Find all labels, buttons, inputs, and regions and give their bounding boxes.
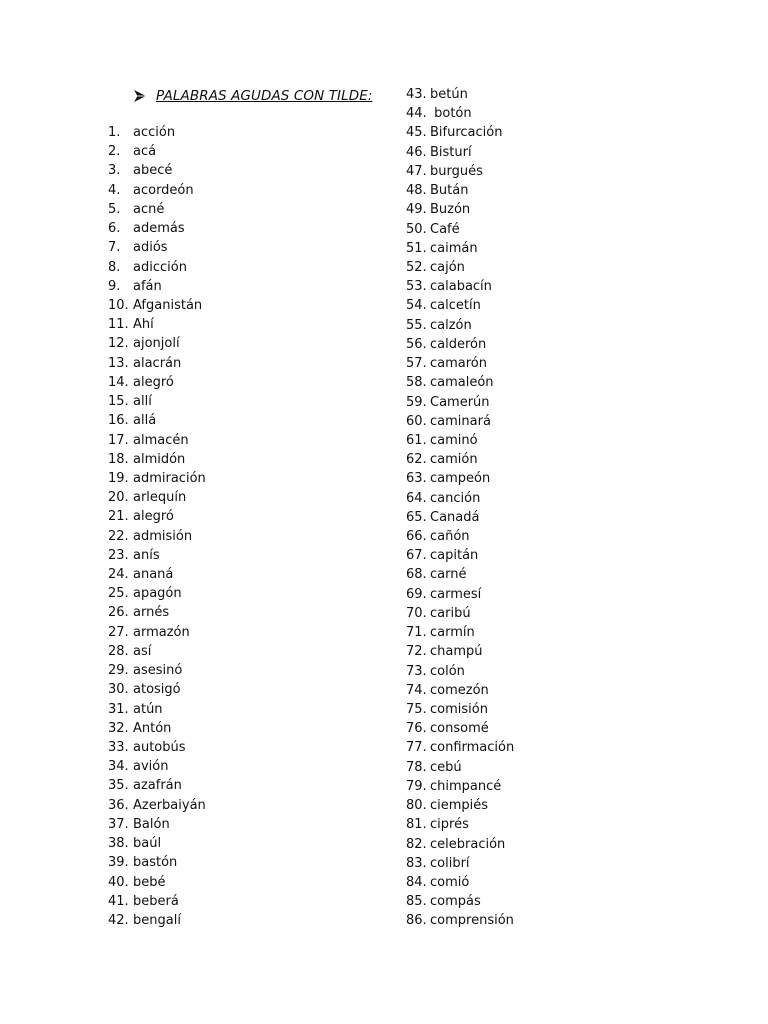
item-word: carmín [430,625,475,641]
item-word: alegró [133,374,174,390]
list-item [406,911,514,930]
item-number: 11. [108,317,129,333]
list-item [108,642,206,661]
list-item [406,200,514,219]
item-number: 60. [406,413,427,429]
item-number: 27. [108,624,129,640]
list-item [108,315,206,334]
item-word: allí [133,394,152,410]
list-item [108,700,206,719]
item-number: 25. [108,586,129,602]
item-word: ciprés [430,817,469,833]
item-word: capitán [430,548,479,564]
item-number: 71. [406,625,427,641]
item-word: Bisturí [430,144,472,160]
item-word: colibrí [430,855,470,871]
item-number: 23. [108,547,129,563]
item-number: 29. [108,663,129,679]
list-item [108,738,206,757]
item-word: carné [430,567,467,583]
item-word: canción [430,490,481,506]
item-number: 67. [406,548,427,564]
list-item [108,661,206,680]
item-word: bengalí [133,912,181,928]
item-number: 38. [108,836,129,852]
item-word: calderón [430,336,487,352]
item-word: atosigó [133,682,181,698]
item-word: allá [133,413,157,429]
list-item [406,335,514,354]
item-number: 55. [406,317,427,333]
list-item [406,854,514,873]
item-word: colón [430,663,465,679]
item-number: 49. [406,202,427,218]
item-number: 15. [108,394,129,410]
item-word: bebé [133,874,166,890]
item-word: almidón [133,451,186,467]
item-number: 1. [108,125,121,140]
list-item [406,469,514,488]
item-number: 36. [108,797,129,813]
item-number: 28. [108,643,129,659]
item-number: 50. [406,221,427,237]
list-item [108,584,206,603]
item-word: carmesí [430,586,482,602]
list-item [108,123,206,142]
list-item [108,546,206,565]
list-item [108,277,206,296]
list-item [108,373,206,392]
item-word: autobús [133,740,186,755]
item-word: camaleón [430,375,494,391]
item-word: Bután [430,183,469,199]
item-word: confirmación [430,740,515,756]
item-number: 62. [406,452,427,468]
item-word: chimpancé [430,778,502,794]
list-item [108,623,206,642]
item-number: 56. [406,336,427,352]
item-word: alegró [133,509,174,525]
list-item [108,507,206,526]
item-word: además [133,221,185,237]
item-word: comezón [430,682,489,698]
list-item [108,873,206,892]
item-word: Café [430,221,460,237]
list-item [406,393,514,412]
item-word: betún [430,87,468,102]
list-item [406,719,514,738]
item-number: 59. [406,394,427,410]
item-word: calabacín [430,279,492,295]
item-word: acá [133,144,157,160]
item-number: 46. [406,144,427,160]
item-number: 32. [108,720,129,736]
item-word: ananá [133,567,174,583]
heading-title: PALABRAS AGUDAS CON TILDE: [156,88,373,104]
item-word: armazón [133,624,190,640]
item-number: 48. [406,183,427,199]
item-number: 85. [406,894,427,910]
item-number: 37. [108,816,129,832]
word-list-right [406,85,514,931]
item-number: 10. [108,297,129,313]
item-number: 51. [406,240,427,256]
item-word: caribú [430,605,471,621]
item-word: adiós [133,240,168,256]
item-word: Buzón [430,202,471,218]
list-item [108,219,206,238]
item-word: comió [430,874,470,890]
list-item [406,892,514,911]
item-word: camarón [430,356,487,372]
list-item [108,411,206,430]
list-item [406,258,514,277]
item-word: caimán [430,240,478,256]
item-word: cajón [430,259,465,275]
list-item [406,220,514,239]
list-item [108,200,206,219]
item-word: adicción [133,259,187,275]
item-number: 19. [108,470,129,486]
item-number: 75. [406,702,427,717]
item-number: 7. [108,240,121,256]
item-word: ajonjolí [133,336,180,352]
item-number: 8. [108,259,121,275]
item-word: champú [430,644,483,660]
list-item [406,758,514,777]
item-word: caminó [430,432,478,448]
list-item [108,488,206,507]
list-item [406,123,514,142]
item-word: Balón [133,816,170,832]
item-number: 5. [108,201,121,217]
item-word: atún [133,701,163,717]
item-word: cebú [430,759,462,775]
list-item [108,142,206,161]
list-item [108,834,206,853]
item-word: acción [133,125,176,140]
item-number: 30. [108,682,129,698]
list-item [406,431,514,450]
list-item [406,796,514,815]
list-item [108,719,206,738]
item-number: 33. [108,740,129,755]
item-number: 20. [108,490,129,506]
list-item [108,527,206,546]
list-item [406,85,514,104]
list-item [406,642,514,661]
item-number: 68. [406,567,427,583]
list-item [406,527,514,546]
list-item [406,681,514,700]
item-number: 16. [108,413,129,429]
item-number: 13. [108,355,129,371]
list-item [406,181,514,200]
list-item [406,873,514,892]
list-item [406,162,514,181]
item-word: Canadá [430,509,480,525]
arrowhead-bullet-icon [133,89,147,103]
list-item [108,853,206,872]
item-number: 81. [406,817,427,833]
item-number: 66. [406,529,427,545]
list-item [108,815,206,834]
list-item [406,104,514,123]
list-item [406,450,514,469]
item-word: beberá [133,893,179,909]
item-number: 9. [108,278,121,294]
list-item [406,354,514,373]
item-word: botón [430,106,472,122]
item-number: 12. [108,336,129,352]
list-item [406,585,514,604]
item-word: bastón [133,855,178,871]
item-number: 2. [108,144,121,160]
item-word: asesinó [133,663,183,679]
item-word: abecé [133,163,173,179]
list-item [406,700,514,719]
item-word: Afganistán [133,297,203,313]
item-number: 18. [108,451,129,467]
list-item [406,604,514,623]
item-number: 73. [406,663,427,679]
item-number: 45. [406,125,427,141]
list-item [406,316,514,335]
item-number: 54. [406,298,427,314]
item-word: azafrán [133,778,182,794]
list-item [406,412,514,431]
list-item [108,603,206,622]
item-word: campeón [430,471,491,487]
item-word: afán [133,278,162,294]
section-heading [133,86,373,106]
list-item [108,431,206,450]
item-word: cañón [430,529,470,545]
item-word: camión [430,452,478,468]
item-word: comisión [430,702,488,717]
item-word: Camerún [430,394,490,410]
item-word: acné [133,201,165,217]
list-item [108,776,206,795]
item-number: 21. [108,509,129,525]
item-number: 6. [108,221,121,237]
item-number: 65. [406,509,427,525]
list-item [406,277,514,296]
item-word: acordeón [133,182,194,198]
item-word: arnés [133,605,170,621]
list-item [406,508,514,527]
list-item [406,662,514,681]
item-number: 17. [108,432,129,448]
item-number: 82. [406,836,427,852]
list-item [108,238,206,257]
list-item [406,815,514,834]
item-word: admisión [133,528,193,544]
item-number: 39. [108,855,129,871]
list-item [406,777,514,796]
item-word: comprensión [430,913,514,929]
item-word: baúl [133,836,162,852]
item-number: 35. [108,778,129,794]
item-number: 69. [406,586,427,602]
list-item [406,373,514,392]
item-word: Bifurcación [430,125,503,141]
item-word: almacén [133,432,189,448]
item-number: 83. [406,855,427,871]
list-item [108,258,206,277]
list-item [108,680,206,699]
item-number: 57. [406,356,427,372]
item-word: calcetín [430,298,481,314]
item-word: caminará [430,413,491,429]
item-number: 34. [108,759,129,775]
item-number: 53. [406,279,427,295]
item-word: arlequín [133,490,187,506]
item-number: 58. [406,375,427,391]
item-number: 63. [406,471,427,487]
list-item [108,757,206,776]
item-number: 84. [406,874,427,890]
item-word: burgués [430,163,483,179]
item-number: 4. [108,182,121,198]
item-number: 80. [406,798,427,814]
item-number: 24. [108,567,129,583]
list-item [108,892,206,911]
list-item [108,796,206,815]
item-word: admiración [133,470,206,486]
list-item [108,296,206,315]
item-number: 64. [406,490,427,506]
list-item [406,565,514,584]
item-number: 76. [406,721,427,737]
item-word: consomé [430,721,489,737]
item-number: 41. [108,893,129,909]
item-word: ciempiés [430,798,489,814]
list-item [108,469,206,488]
list-item [406,296,514,315]
list-item [406,489,514,508]
item-word: compás [430,894,481,910]
list-item [108,392,206,411]
item-number: 78. [406,759,427,775]
list-item [108,334,206,353]
item-number: 72. [406,644,427,660]
item-word: así [133,643,152,659]
item-number: 77. [406,740,427,756]
item-number: 43. [406,87,427,102]
item-word: Ahí [133,317,154,333]
list-item [406,143,514,162]
item-number: 86. [406,913,427,929]
list-item [406,546,514,565]
item-number: 31. [108,701,129,717]
item-word: Azerbaiyán [133,797,206,813]
list-item [108,354,206,373]
item-word: alacrán [133,355,182,371]
list-item [406,239,514,258]
list-item [108,161,206,180]
item-number: 26. [108,605,129,621]
list-item [108,565,206,584]
item-number: 47. [406,163,427,179]
item-word: avión [133,759,169,775]
item-number: 74. [406,682,427,698]
item-word: apagón [133,586,182,602]
list-item [108,911,206,930]
list-item [108,181,206,200]
item-number: 14. [108,374,129,390]
item-number: 61. [406,432,427,448]
list-item [108,450,206,469]
item-number: 52. [406,259,427,275]
item-word: Antón [133,720,172,736]
item-number: 22. [108,528,129,544]
item-word: celebración [430,836,506,852]
item-number: 42. [108,912,129,928]
list-item [406,835,514,854]
item-number: 44. [406,106,427,122]
list-item [406,623,514,642]
list-item [406,738,514,757]
item-number: 3. [108,163,121,179]
item-number: 40. [108,874,129,890]
word-list-left [108,123,206,930]
item-word: calzón [430,317,472,333]
item-word: anís [133,547,160,563]
item-number: 79. [406,778,427,794]
item-number: 70. [406,605,427,621]
